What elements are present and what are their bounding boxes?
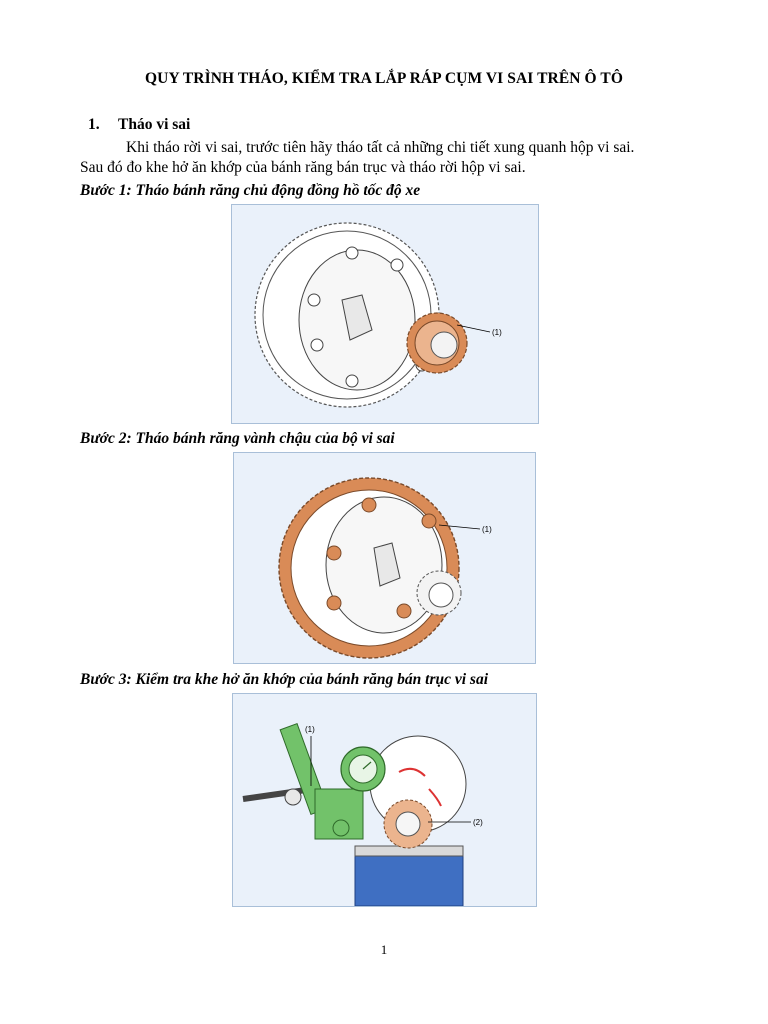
callout-1: (1) <box>492 328 502 337</box>
paragraph-line-2: Sau đó đo khe hở ăn khớp của bánh răng bán trục và tháo rời hộp vi sai. <box>80 158 526 176</box>
callout-1: (1) <box>482 525 492 534</box>
figure-step-2 <box>233 452 536 664</box>
ring-gear-diagram <box>234 453 535 663</box>
step-2-title: Bước 2: Tháo bánh răng vành chậu của bộ vi sai <box>80 430 395 447</box>
backlash-measurement-diagram <box>233 694 536 906</box>
page-number: 1 <box>380 942 388 957</box>
figure-step-3 <box>232 693 537 907</box>
callout-1: (1) <box>305 725 315 734</box>
section-heading-text: Tháo vi sai <box>118 116 191 133</box>
differential-drive-gear-diagram <box>232 205 538 423</box>
step-1-title: Bước 1: Tháo bánh răng chủ động đồng hồ tốc độ xe <box>80 182 421 199</box>
paragraph-line-1: Khi tháo rời vi sai, trước tiên hãy tháo tất cả những chi tiết xung quanh hộp vi sai. <box>126 139 635 156</box>
section-number: 1. <box>88 116 100 133</box>
figure-step-1 <box>231 204 539 424</box>
step-3-title: Bước 3: Kiểm tra khe hở ăn khớp của bánh răng bán trục vi sai <box>80 671 489 688</box>
callout-2: (2) <box>473 818 483 827</box>
intro-paragraph <box>80 138 680 177</box>
section-heading <box>88 116 190 134</box>
page-title: QUY TRÌNH THÁO, KIỂM TRA LẮP RÁP CỤM VI SAI TRÊN Ô TÔ <box>145 70 623 87</box>
